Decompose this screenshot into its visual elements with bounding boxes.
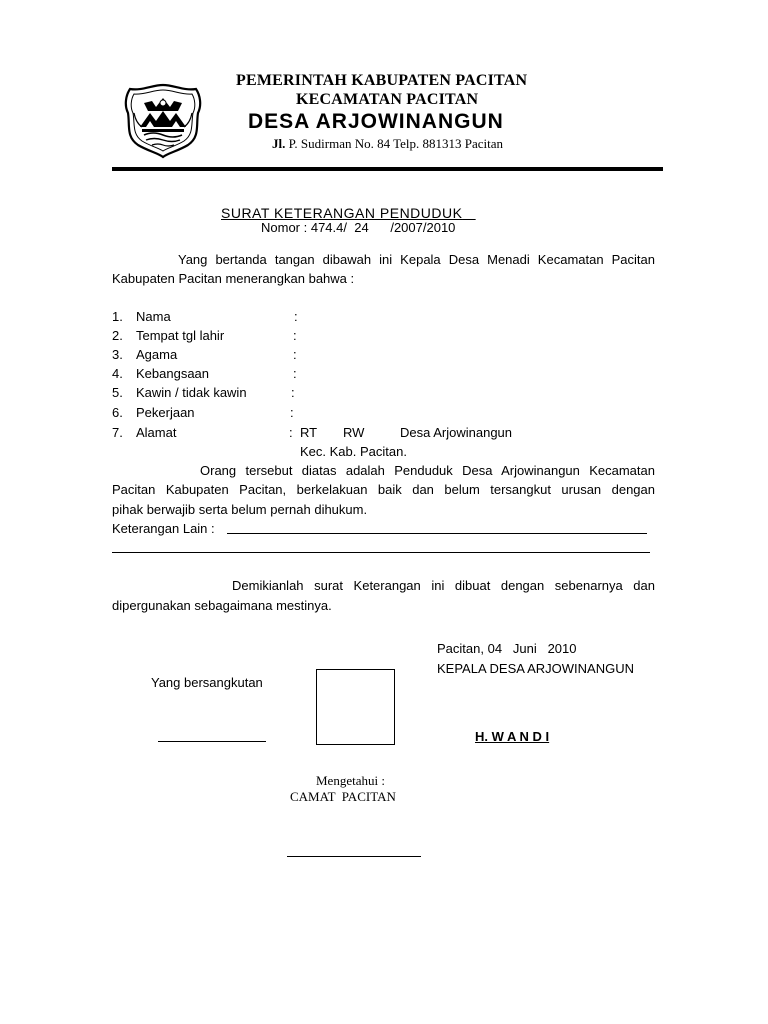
field-number: 2. xyxy=(112,328,123,343)
statement-text-1: Orang tersebut diatas adalah Penduduk Desa Arjowinangun Kecamatan xyxy=(200,463,655,478)
applicant-label: Yang bersangkutan xyxy=(151,675,263,690)
field-colon: : xyxy=(289,425,293,440)
applicant-signature-line[interactable] xyxy=(158,741,266,742)
field-row-name xyxy=(112,309,562,327)
statement-line-2 xyxy=(112,482,655,497)
field-number: 6. xyxy=(112,405,123,420)
other-remarks-line-1[interactable] xyxy=(227,533,647,534)
field-number: 3. xyxy=(112,347,123,362)
address-village: Desa Arjowinangun xyxy=(400,425,513,440)
closing-line-2: dipergunakan sebagaimana mestinya. xyxy=(112,598,332,613)
field-label-name: Nama xyxy=(136,309,171,324)
field-label-religion: Agama xyxy=(136,347,178,362)
field-label-birth: Tempat tgl lahir xyxy=(136,328,225,343)
address-rw: RW xyxy=(343,425,365,440)
field-number: 5. xyxy=(112,385,123,400)
letterhead-divider xyxy=(112,167,663,171)
intro-text-1: Yang bertanda tangan dibawah ini Kepala Desa Menadi Kecamatan Pacitan xyxy=(178,252,655,267)
address-rt: RT xyxy=(300,425,318,440)
field-colon: : xyxy=(291,385,295,400)
field-row-marital xyxy=(112,385,562,403)
letterhead-district: KECAMATAN PACITAN xyxy=(296,91,479,108)
closing-text-1: Demikianlah surat Keterangan ini dibuat dengan sebenarnya dan xyxy=(232,578,655,593)
field-colon: : xyxy=(293,347,297,362)
document-title-underline-tail xyxy=(462,205,475,221)
regency-crest-icon xyxy=(122,83,204,159)
field-row-occupation xyxy=(112,405,562,423)
field-row-religion xyxy=(112,347,562,365)
statement-text-2: Pacitan Kabupaten Pacitan, berkelakuan baik dan belum tersangkut urusan dengan xyxy=(112,482,655,497)
address-text: P. Sudirman No. 84 Telp. 881313 Pacitan xyxy=(285,136,504,151)
closing-line-1 xyxy=(232,578,655,593)
address-street-abbrev: Jl. xyxy=(272,136,286,151)
acknowledge-title: CAMAT PACITAN xyxy=(290,789,396,804)
signatory-name: H. W A N D I xyxy=(475,729,550,744)
field-number: 4. xyxy=(112,366,123,381)
letterhead-village: DESA ARJOWINANGUN xyxy=(248,110,504,133)
photo-box xyxy=(316,669,395,745)
field-colon: : xyxy=(294,309,298,324)
signatory-position: KEPALA DESA ARJOWINANGUN xyxy=(437,661,634,676)
document-title xyxy=(221,205,476,221)
field-row-birth xyxy=(112,328,562,346)
resident-fields xyxy=(112,309,562,469)
field-row-nationality xyxy=(112,366,562,384)
field-label-marital: Kawin / tidak kawin xyxy=(136,385,247,400)
field-colon: : xyxy=(293,328,297,343)
letterhead-government: PEMERINTAH KABUPATEN PACITAN xyxy=(236,72,528,89)
field-number: 7. xyxy=(112,425,123,440)
field-label-nationality: Kebangsaan xyxy=(136,366,210,381)
intro-line-2: Kabupaten Pacitan menerangkan bahwa : xyxy=(112,271,355,286)
address-kecamatan: Kec. Kab. Pacitan. xyxy=(300,444,407,459)
document-title-text: SURAT KETERANGAN PENDUDUK xyxy=(221,205,463,221)
field-number: 1. xyxy=(112,309,123,324)
other-remarks-line-2[interactable] xyxy=(112,552,650,553)
statement-line-1 xyxy=(200,463,655,478)
field-colon: : xyxy=(290,405,294,420)
acknowledge-label: Mengetahui : xyxy=(316,773,385,788)
place-date: Pacitan, 04 Juni 2010 xyxy=(437,641,577,656)
letterhead-address xyxy=(272,136,503,152)
statement-line-3: pihak berwajib serta belum pernah dihukum. xyxy=(112,502,368,517)
field-label-address: Alamat xyxy=(136,425,177,440)
field-colon: : xyxy=(293,366,297,381)
field-label-occupation: Pekerjaan xyxy=(136,405,195,420)
intro-line-1 xyxy=(178,252,655,267)
other-remarks-label: Keterangan Lain : xyxy=(112,521,215,536)
field-row-address xyxy=(112,425,562,443)
document-number: Nomor : 474.4/ 24 /2007/2010 xyxy=(261,220,456,235)
camat-signature-line[interactable] xyxy=(287,856,421,857)
